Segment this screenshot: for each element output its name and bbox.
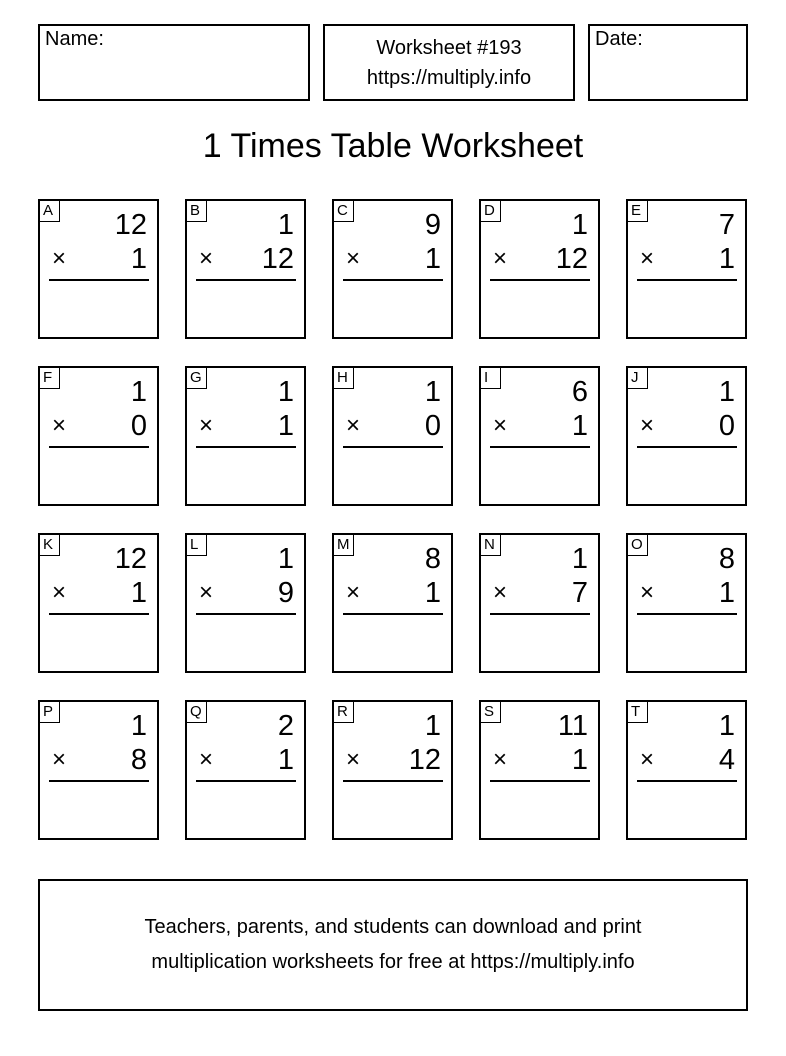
answer-line <box>49 613 149 615</box>
multiplicand: 2 <box>277 710 294 742</box>
multiplier: 12 <box>408 744 441 776</box>
problem-letter: B <box>187 201 207 222</box>
answer-line <box>343 780 443 782</box>
multiplier: 0 <box>424 410 441 442</box>
times-sign: × <box>199 245 214 272</box>
answer-line <box>49 446 149 448</box>
answer-line <box>637 279 737 281</box>
problem-card-b[interactable] <box>185 199 306 339</box>
answer-line <box>343 446 443 448</box>
page-title: 1 Times Table Worksheet <box>202 127 584 165</box>
problem-letter: G <box>187 368 207 389</box>
multiplicand: 8 <box>718 543 735 575</box>
times-sign: × <box>493 412 508 439</box>
multiplier: 1 <box>424 577 441 609</box>
problem-card-k[interactable] <box>38 533 159 673</box>
multiplier: 7 <box>571 577 588 609</box>
multiplicand: 12 <box>114 543 147 575</box>
date-label: Date: <box>595 28 643 50</box>
answer-line <box>49 279 149 281</box>
name-label: Name: <box>45 28 104 50</box>
problem-letter: T <box>628 702 648 723</box>
problem-letter: I <box>481 368 501 389</box>
times-sign: × <box>346 746 361 773</box>
name-field-box[interactable] <box>38 24 310 101</box>
multiplier: 1 <box>130 243 147 275</box>
problem-card-g[interactable] <box>185 366 306 506</box>
answer-line <box>196 613 296 615</box>
problem-card-e[interactable] <box>626 199 747 339</box>
multiplier: 1 <box>718 243 735 275</box>
times-sign: × <box>493 746 508 773</box>
multiplier: 1 <box>277 744 294 776</box>
multiplier: 9 <box>277 577 294 609</box>
problem-card-a[interactable] <box>38 199 159 339</box>
problem-letter: P <box>40 702 60 723</box>
problem-letter: Q <box>187 702 207 723</box>
multiplier: 1 <box>277 410 294 442</box>
answer-line <box>490 613 590 615</box>
multiplier: 1 <box>424 243 441 275</box>
times-sign: × <box>52 245 67 272</box>
multiplicand: 12 <box>114 209 147 241</box>
problem-card-n[interactable] <box>479 533 600 673</box>
answer-line <box>196 780 296 782</box>
problem-card-m[interactable] <box>332 533 453 673</box>
problem-letter: A <box>40 201 60 222</box>
times-sign: × <box>52 412 67 439</box>
times-sign: × <box>640 579 655 606</box>
multiplicand: 1 <box>277 376 294 408</box>
problem-letter: L <box>187 535 207 556</box>
problem-letter: F <box>40 368 60 389</box>
times-sign: × <box>346 412 361 439</box>
problem-card-i[interactable] <box>479 366 600 506</box>
problem-card-q[interactable] <box>185 700 306 840</box>
times-sign: × <box>199 579 214 606</box>
times-sign: × <box>346 579 361 606</box>
problem-card-c[interactable] <box>332 199 453 339</box>
answer-line <box>196 279 296 281</box>
multiplicand: 8 <box>424 543 441 575</box>
times-sign: × <box>346 245 361 272</box>
answer-line <box>49 780 149 782</box>
multiplier: 0 <box>718 410 735 442</box>
footer-line-2: multiplication worksheets for free at https://multiply.info <box>151 951 635 973</box>
multiplicand: 1 <box>130 710 147 742</box>
problem-letter: R <box>334 702 354 723</box>
answer-line <box>637 613 737 615</box>
times-sign: × <box>640 412 655 439</box>
site-url: https://multiply.info <box>366 67 532 89</box>
problem-card-r[interactable] <box>332 700 453 840</box>
problem-card-j[interactable] <box>626 366 747 506</box>
problem-letter: H <box>334 368 354 389</box>
multiplicand: 1 <box>277 543 294 575</box>
answer-line <box>490 780 590 782</box>
times-sign: × <box>52 746 67 773</box>
problem-card-d[interactable] <box>479 199 600 339</box>
multiplicand: 9 <box>424 209 441 241</box>
times-sign: × <box>52 579 67 606</box>
problem-letter: N <box>481 535 501 556</box>
multiplier: 1 <box>130 577 147 609</box>
problem-letter: M <box>334 535 354 556</box>
times-sign: × <box>640 245 655 272</box>
problem-letter: J <box>628 368 648 389</box>
multiplier: 1 <box>718 577 735 609</box>
answer-line <box>196 446 296 448</box>
problem-letter: C <box>334 201 354 222</box>
answer-line <box>343 279 443 281</box>
multiplicand: 6 <box>571 376 588 408</box>
problem-letter: E <box>628 201 648 222</box>
multiplier: 1 <box>571 744 588 776</box>
problem-letter: K <box>40 535 60 556</box>
problem-card-o[interactable] <box>626 533 747 673</box>
answer-line <box>490 446 590 448</box>
problem-letter: S <box>481 702 501 723</box>
multiplicand: 1 <box>571 543 588 575</box>
times-sign: × <box>199 746 214 773</box>
multiplier: 8 <box>130 744 147 776</box>
worksheet-number: Worksheet #193 <box>376 37 522 59</box>
date-field-box[interactable] <box>588 24 748 101</box>
footer-line-1: Teachers, parents, and students can download and print <box>144 916 642 938</box>
answer-line <box>343 613 443 615</box>
problem-letter: D <box>481 201 501 222</box>
multiplicand: 1 <box>718 710 735 742</box>
answer-line <box>637 446 737 448</box>
answer-line <box>490 279 590 281</box>
multiplicand: 1 <box>424 376 441 408</box>
problem-card-h[interactable] <box>332 366 453 506</box>
multiplicand: 1 <box>277 209 294 241</box>
multiplicand: 1 <box>424 710 441 742</box>
multiplier: 12 <box>555 243 588 275</box>
multiplier: 0 <box>130 410 147 442</box>
problem-card-s[interactable] <box>479 700 600 840</box>
multiplicand: 1 <box>718 376 735 408</box>
problem-card-f[interactable] <box>38 366 159 506</box>
multiplier: 1 <box>571 410 588 442</box>
footer-note <box>38 879 748 1011</box>
multiplicand: 1 <box>571 209 588 241</box>
multiplier: 4 <box>718 744 735 776</box>
answer-line <box>637 780 737 782</box>
multiplier: 12 <box>261 243 294 275</box>
problem-card-p[interactable] <box>38 700 159 840</box>
multiplicand: 7 <box>718 209 735 241</box>
times-sign: × <box>199 412 214 439</box>
multiplicand: 11 <box>557 710 588 742</box>
worksheet-info-box <box>323 24 575 101</box>
multiplicand: 1 <box>130 376 147 408</box>
problem-card-t[interactable] <box>626 700 747 840</box>
times-sign: × <box>493 245 508 272</box>
times-sign: × <box>493 579 508 606</box>
times-sign: × <box>640 746 655 773</box>
problem-card-l[interactable] <box>185 533 306 673</box>
problem-letter: O <box>628 535 648 556</box>
